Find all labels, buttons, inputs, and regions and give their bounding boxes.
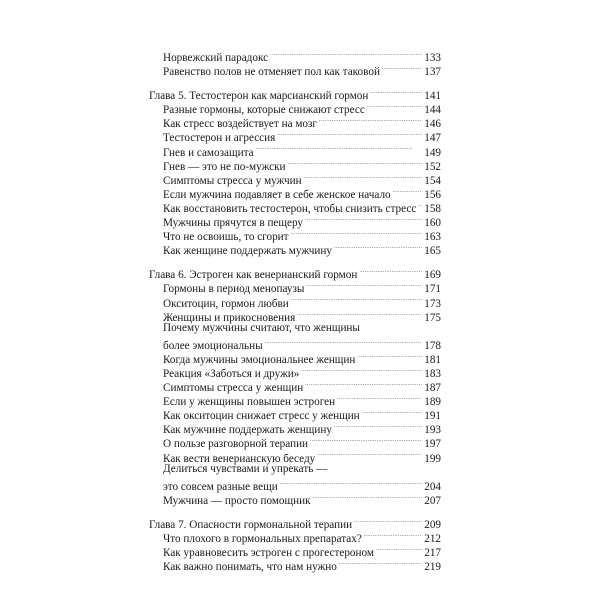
toc-chapter-title: Глава 7. Опасности гормональной терапии [149,518,353,531]
toc-entry-page: 152 [424,160,441,173]
dot-leader [277,127,422,141]
dot-leader [362,405,423,419]
toc-entry-page: 146 [424,118,441,131]
dot-leader [339,556,422,570]
toc-entry-page: 149 [424,146,441,159]
dot-leader [291,293,422,307]
toc-entry[interactable] [149,335,441,352]
toc-entry-page: 189 [424,396,441,409]
dot-leader [382,61,422,75]
toc-entry-page: 163 [424,231,441,244]
dot-leader [317,448,422,462]
toc-entry-title: Окситоцин, гормон любви [163,297,289,310]
dot-leader [418,198,422,212]
dot-leader [337,391,422,405]
toc-chapter-title: Глава 6. Эстроген как венерианский гормон [149,269,358,282]
dot-leader [305,212,422,226]
toc-entry-title: Разные гормоны, которые снижают стресс [163,104,365,117]
toc-entry-title: Как мужчине поддержать женщину [163,424,332,437]
toc-entry-title: Как восстановить тестостерон, чтобы снизить стресс [163,202,417,215]
toc-entry-title: Как окситоцин снижает стресс у женщин [163,410,360,423]
toc-entry-page: 171 [424,283,441,296]
dot-leader [291,226,423,240]
toc-entry-title: Как женщине поддержать мужчину [163,245,332,258]
toc-entry-title: Когда мужчины эмоциональнее женщин [163,353,356,366]
dot-leader [367,99,422,113]
dot-leader [297,307,422,321]
dot-leader [319,113,422,127]
toc-entry-page: 212 [424,533,441,545]
toc-entry-title: Равенство полов не отменяет пол как таковой [163,66,380,79]
toc-chapter-7[interactable] [149,514,441,531]
toc-entry-title: О пользе разговорной терапии [163,438,309,451]
toc-entry-title: Норвежский парадокс [163,52,269,64]
toc-entry-page: 165 [424,245,441,258]
toc-entry-page: 197 [424,438,441,451]
toc-entry-title-line-2: это совсем разные вещи [163,480,278,493]
dot-leader [301,363,422,377]
toc-entry-page: 154 [424,174,441,187]
dot-leader [334,240,422,254]
dot-leader [310,433,422,447]
dot-leader [359,264,422,278]
toc-entry-page: 137 [424,66,441,79]
toc-chapter-6[interactable] [149,264,441,282]
toc-entry-title: Как стресс воздействует на мозг [163,118,318,131]
toc-chapter-page: 209 [424,518,441,531]
toc-entry-page: 187 [424,382,441,395]
dot-leader [288,156,423,170]
toc-entry-title: Мужчина — просто помощник [163,494,311,507]
toc-entry[interactable] [149,476,441,493]
toc-entry-title: Если мужчина подавляет в себе женское начало [163,188,391,201]
dot-leader [306,278,422,292]
toc-chapter-title: Глава 5. Тестостерон как марсианский гормон [149,90,369,103]
toc-entry-title-line-2: более эмоциональны [163,339,263,352]
dot-leader [357,349,422,363]
toc-entry-page: 183 [424,367,441,380]
toc-entry-title-line-1[interactable]: Почему мужчины считают, что женщины [163,321,360,334]
dot-leader [364,528,422,542]
toc-entry-page: 219 [424,561,441,574]
toc-entry-page: 204 [424,480,441,493]
toc-entry-page: 147 [424,132,441,145]
dot-leader [270,47,422,61]
toc-entry-page: 207 [424,494,441,507]
dot-leader [265,335,423,349]
toc-entry-title: Реакция «Заботься и дружи» [163,367,300,380]
toc-chapter-5[interactable] [149,85,441,103]
dot-leader [334,419,422,433]
toc-entry-title: Мужчины прячутся в пещеру [163,217,304,230]
toc-entry-title: Гнев — это не по-мужски [163,160,286,173]
toc-entry[interactable] [149,47,441,64]
toc-entry-title: Тестостерон и агрессия [163,132,276,145]
toc-entry-title: Гормоны в период менопаузы [163,283,305,296]
dot-leader [256,142,423,156]
toc-entry-page: 133 [424,52,441,64]
toc-entry-page: 173 [424,297,441,310]
toc-entry-page: 193 [424,424,441,437]
toc-entry-title: Симптомы стресса у женщин [163,382,304,395]
toc-entry-title: Как уравновесить эстроген с прогестероном [163,547,374,560]
toc-entry-title-line-1[interactable]: Делиться чувствами и упрекать — [163,462,328,475]
toc-chapter-page: 169 [424,269,441,282]
dot-leader [304,170,423,184]
toc-entry-title: Как вести венерианскую беседу [163,452,316,465]
toc-entry-page: 178 [424,339,441,352]
toc-entry-page: 181 [424,353,441,366]
toc-entry-title: Женщины и прикосновения [163,311,296,324]
dot-leader [280,476,423,490]
dot-leader [376,542,422,556]
table-of-contents [149,47,441,574]
dot-leader [393,184,423,198]
toc-entry-page: 160 [424,217,441,230]
dot-leader [354,514,422,528]
toc-entry-page: 191 [424,410,441,423]
toc-entry-title: Как важно понимать, что нам нужно [163,561,337,574]
toc-entry-title: Если у женщины повышен эстроген [163,396,336,409]
toc-entry-page: 217 [424,547,441,560]
toc-entry-page: 144 [424,104,441,117]
toc-entry-title: Что плохого в гормональных препаратах? [163,533,362,545]
toc-entry-title: Что не освоишь, то сгорит [163,231,289,244]
toc-entry-page: 156 [424,188,441,201]
toc-entry-title: Симптомы стресса у мужчин [163,174,302,187]
toc-chapter-page: 141 [424,90,441,103]
dot-leader [305,377,422,391]
toc-entry-page: 199 [424,452,441,465]
dot-leader [313,490,423,504]
toc-entry-page: 175 [424,311,441,324]
dot-leader [370,85,422,99]
toc-entry-page: 158 [424,202,441,215]
toc-entry-title: Гнев и самозащита [163,146,254,159]
